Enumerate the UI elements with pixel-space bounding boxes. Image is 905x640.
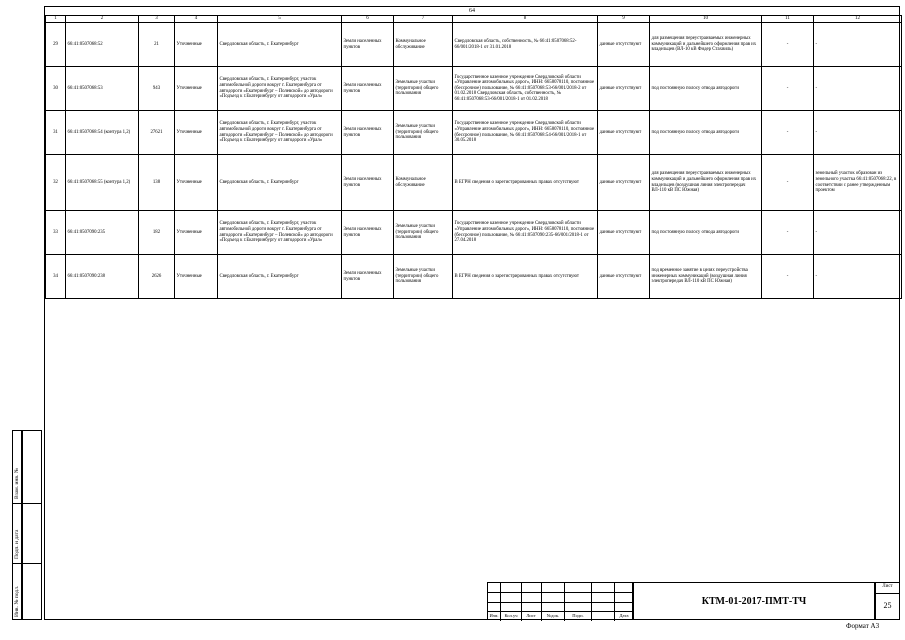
strip-label: Подп. и дата xyxy=(14,529,20,559)
strip-label: Взам. инв. № xyxy=(14,468,20,499)
cell-cad: 66:41:0507090:238 xyxy=(66,255,139,299)
cell-enc: данные отсутствуют xyxy=(598,67,650,111)
cell-area: 2626 xyxy=(139,255,175,299)
cell-area: 21 xyxy=(139,23,175,67)
cell-area: 27621 xyxy=(139,111,175,155)
cell-c11: - xyxy=(762,155,814,211)
col-header: 8 xyxy=(453,16,598,23)
cell-status: Уточненные xyxy=(175,155,218,211)
revision-grid xyxy=(487,582,633,620)
cell-use: Земельные участки (территории) общего пользования xyxy=(394,67,453,111)
cell-c11: - xyxy=(762,23,814,67)
cell-area: 182 xyxy=(139,211,175,255)
cell-c12: - xyxy=(814,255,902,299)
col-header: 12 xyxy=(814,16,902,23)
cell-status: Уточненные xyxy=(175,23,218,67)
sheet-number-box xyxy=(875,582,900,620)
cell-rights: Государственное казенное учреждение Свердловской области «Управление автомобильных дорог», ИНН: 6658078110, постоянное (бессрочное) пользование, № 66:41:0507068:53-66/001/2018-2 от 01.02.2018 Свердловская область, собственность, № 66:41:0507068:53-66/001/2018-1 от 01.02.2018 xyxy=(453,67,598,111)
cell-c12: - xyxy=(814,211,902,255)
cell-n: 34 xyxy=(46,255,66,299)
cell-use: Земельные участки (территории) общего пользования xyxy=(394,211,453,255)
col-header: 5 xyxy=(218,16,342,23)
paper-format: Формат А3 xyxy=(846,622,880,630)
cell-addr: Свердловская область, г. Екатеринбург xyxy=(218,23,342,67)
page-number: 64 xyxy=(469,8,475,14)
table-row xyxy=(46,255,902,299)
cell-cad: 66:41:0507068:53 xyxy=(66,67,139,111)
cell-status: Уточненные xyxy=(175,211,218,255)
cell-status: Уточненные xyxy=(175,67,218,111)
table-row xyxy=(46,67,902,111)
strip-label-column xyxy=(12,430,22,620)
strip-value-column xyxy=(22,430,42,620)
col-header: 7 xyxy=(394,16,453,23)
cell-cad: 66:41:0507068:55 (контура 1,2) xyxy=(66,155,139,211)
cell-enc: данные отсутствуют xyxy=(598,255,650,299)
cell-addr: Свердловская область, г. Екатеринбург, участок автомобильной дороги вокруг г. Екатеринбурга от автодороги «Екатеринбург – Полевской» до автодороги «Подъезд к г.Екатеринбургу от автодороги «Урал» xyxy=(218,211,342,255)
cell-n: 30 xyxy=(46,67,66,111)
binding-strip xyxy=(12,430,42,620)
cell-cat: Земли населенных пунктов xyxy=(342,211,394,255)
cell-cat: Земли населенных пунктов xyxy=(342,155,394,211)
strip-label: Инв. № подл. xyxy=(14,585,20,617)
cell-purpose: для размещения переустраиваемых инженерных коммуникаций и дальнейшего оформления прав их владельцев (воздушная линия электропередач ВЛ-110 кВ ПС Южная) xyxy=(650,155,762,211)
cell-addr: Свердловская область, г. Екатеринбург, участок автомобильной дороги вокруг г. Екатеринбурга от автодороги «Екатеринбург – Полевской» до автодороги «Подъезд к г.Екатеринбургу от автодороги «Урал» xyxy=(218,67,342,111)
cell-area: 138 xyxy=(139,155,175,211)
cell-c11: - xyxy=(762,111,814,155)
cell-use: Коммунальное обслуживание xyxy=(394,23,453,67)
cell-cat: Земли населенных пунктов xyxy=(342,111,394,155)
cell-cat: Земли населенных пунктов xyxy=(342,67,394,111)
cell-use: Коммунальное обслуживание xyxy=(394,155,453,211)
cell-c11: - xyxy=(762,67,814,111)
cell-n: 31 xyxy=(46,111,66,155)
cell-cad: 66:41:0507068:54 (контура 1,2) xyxy=(66,111,139,155)
cell-purpose: под постоянную полосу отвода автодороги xyxy=(650,111,762,155)
cell-use: Земельные участки (территории) общего пользования xyxy=(394,111,453,155)
cell-purpose: для размещения переустраиваемых инженерных коммуникаций и дальнейшего оформления прав их владельцев (ВЛ-10 кВ Фидер Стахвиль) xyxy=(650,23,762,67)
table-row xyxy=(46,23,902,67)
cell-area: 943 xyxy=(139,67,175,111)
cell-purpose: под временное занятие в целях переустройства инженерных коммуникаций (воздушная линия электропередач ВЛ-110 кВ ПС Южная) xyxy=(650,255,762,299)
cell-n: 29 xyxy=(46,23,66,67)
cell-c12: - xyxy=(814,67,902,111)
table-row xyxy=(46,155,902,211)
cell-cad: 66:41:0507090:235 xyxy=(66,211,139,255)
cell-enc: данные отсутствуют xyxy=(598,211,650,255)
revision-label: Изм. xyxy=(489,613,499,618)
cell-enc: данные отсутствуют xyxy=(598,111,650,155)
cell-rights: В ЕГРН сведения о зарегистрированных правах отсутствуют xyxy=(453,255,598,299)
cell-c11: - xyxy=(762,255,814,299)
sheet-label: Лист xyxy=(882,584,893,589)
revision-label: Лист xyxy=(526,613,536,618)
col-header: 3 xyxy=(139,16,175,23)
revision-label: Дата xyxy=(619,613,629,618)
cell-cad: 66:41:0507068:52 xyxy=(66,23,139,67)
cell-rights: В ЕГРН сведения о зарегистрированных правах отсутствуют xyxy=(453,155,598,211)
cell-addr: Свердловская область, г. Екатеринбург xyxy=(218,155,342,211)
column-number-row xyxy=(46,16,902,23)
cell-enc: данные отсутствуют xyxy=(598,23,650,67)
col-header: 11 xyxy=(762,16,814,23)
revision-label: №док. xyxy=(546,613,560,618)
document-code: КТМ-01-2017-ПМТ-ТЧ xyxy=(633,582,875,620)
cell-use: Земельные участки (территории) общего пользования xyxy=(394,255,453,299)
cell-c12: земельный участок образован из земельного участка 66:41:0507068:22, в соответствии с ранее утвержденным проектом xyxy=(814,155,902,211)
cell-enc: данные отсутствуют xyxy=(598,155,650,211)
cell-status: Уточненные xyxy=(175,255,218,299)
cell-n: 32 xyxy=(46,155,66,211)
col-header: 10 xyxy=(650,16,762,23)
cell-rights: Государственное казенное учреждение Свердловской области «Управление автомобильных дорог», ИНН: 6658078110, постоянное (бессрочное) пользование, № 66:41:0507068:54-66/001/2018-1 от 30.05.2018 xyxy=(453,111,598,155)
revision-label: Кол.уч xyxy=(504,613,518,618)
table-row xyxy=(46,211,902,255)
col-header: 9 xyxy=(598,16,650,23)
sheet-number: 25 xyxy=(883,601,892,610)
col-header: 2 xyxy=(66,16,139,23)
land-plots-table xyxy=(45,15,902,299)
col-header: 6 xyxy=(342,16,394,23)
cell-c12: - xyxy=(814,23,902,67)
revision-label: Подп. xyxy=(572,613,584,618)
cell-addr: Свердловская область, г. Екатеринбург xyxy=(218,255,342,299)
cell-purpose: под постоянную полосу отвода автодороги xyxy=(650,67,762,111)
cell-c12: - xyxy=(814,111,902,155)
table-row xyxy=(46,111,902,155)
cell-n: 33 xyxy=(46,211,66,255)
col-header: 1 xyxy=(46,16,66,23)
cell-rights: Свердловская область, собственность, № 66:41:0507068:52-66/001/2018-1 от 31.01.2018 xyxy=(453,23,598,67)
col-header: 4 xyxy=(175,16,218,23)
cell-status: Уточненные xyxy=(175,111,218,155)
cell-addr: Свердловская область, г. Екатеринбург, участок автомобильной дороги вокруг г. Екатеринбурга от автодороги «Екатеринбург – Полевской» до автодороги «Подъезд к г.Екатеринбургу от автодороги «Урал» xyxy=(218,111,342,155)
cell-purpose: под постоянную полосу отвода автодороги xyxy=(650,211,762,255)
cell-rights: Государственное казенное учреждение Свердловской области «Управление автомобильных дорог», ИНН: 6658078110, постоянное (бессрочное) пользование, № 66:41:0507090:235-66/001/2018-1 от 27.04.2018 xyxy=(453,211,598,255)
cell-cat: Земли населенных пунктов xyxy=(342,255,394,299)
cell-cat: Земли населенных пунктов xyxy=(342,23,394,67)
document-sheet xyxy=(44,6,900,620)
cell-c11: - xyxy=(762,211,814,255)
title-block xyxy=(487,582,900,620)
